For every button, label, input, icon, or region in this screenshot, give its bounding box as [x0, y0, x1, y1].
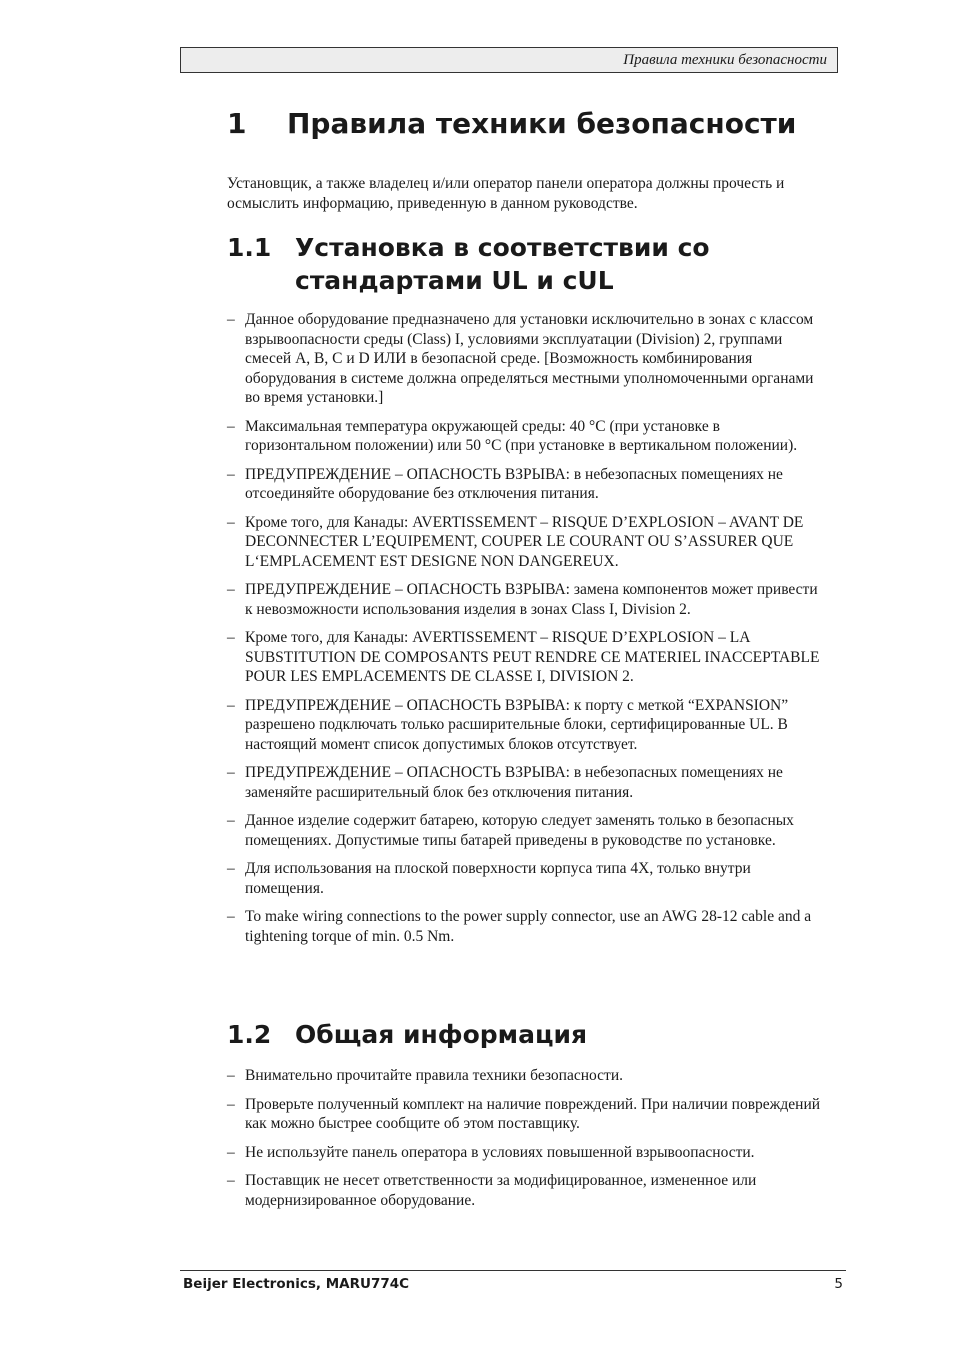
- list-item: – Данное оборудование предназначено для установки исключительно в зонах с классом взрывоопасности среды (Class) I, условиями эксплуатации (Division) 2, группами смесей A, B, C и D ИЛИ в безопасной среде. [Возможность комбинирования оборудования в системе должна определяться местными уполномоченными органами во время установки.]: [227, 310, 827, 408]
- chapter-title: Правила техники безопасности: [287, 107, 797, 140]
- intro-paragraph: Установщик, а также владелец и/или оператор панели оператора должны прочесть и осмыслить информацию, приведенную в данном руководстве.: [227, 175, 785, 212]
- page-number: 5: [834, 1276, 843, 1292]
- list-item: – Внимательно прочитайте правила техники безопасности.: [227, 1066, 827, 1086]
- footer-company: Beijer Electronics, MARU774C: [183, 1276, 410, 1292]
- section-title: Общая информация: [295, 1020, 588, 1049]
- list-item: – To make wiring connections to the power supply connector, use an AWG 28-12 cable and a tightening torque of min. 0.5 Nm.: [227, 907, 827, 946]
- list-item: – Поставщик не несет ответственности за модифицированное, измененное или модернизированное оборудование.: [227, 1171, 827, 1210]
- section-number: 1.2: [227, 1020, 272, 1049]
- footer-divider: [180, 1270, 846, 1271]
- section-title: Установка в соответствии со стандартами UL и cUL: [295, 233, 710, 295]
- general-info-list: [227, 1066, 827, 1219]
- list-item: – ПРЕДУПРЕЖДЕНИЕ – ОПАСНОСТЬ ВЗРЫВА: замена компонентов может привести к невозможности использования изделия в зонах Class I, Division 2.: [227, 580, 827, 619]
- list-item: – Кроме того, для Канады: AVERTISSEMENT – RISQUE D’EXPLOSION – LA SUBSTITUTION DE COMPOSANTS PEUT RENDRE CE MATERIEL INACCEPTABLE POUR LES EMPLACEMENTS DE CLASSE I, DIVISION 2.: [227, 628, 827, 687]
- list-item: – Проверьте полученный комплект на наличие повреждений. При наличии повреждений как можно быстрее сообщите об этом поставщику.: [227, 1095, 827, 1134]
- list-item: – Для использования на плоской поверхности корпуса типа 4X, только внутри помещения.: [227, 859, 827, 898]
- list-item: – Не используйте панель оператора в условиях повышенной взрывоопасности.: [227, 1143, 827, 1163]
- list-item: – Максимальная температура окружающей среды: 40 °C (при установке в горизонтальном положении) или 50 °C (при установке в вертикальном положении).: [227, 417, 827, 456]
- list-item: – ПРЕДУПРЕЖДЕНИЕ – ОПАСНОСТЬ ВЗРЫВА: к порту с меткой “EXPANSION” разрешено подключать только расширительные блоки, сертифицированные UL. В настоящий момент список допустимых блоков отсутствует.: [227, 696, 827, 755]
- chapter-number: 1: [227, 107, 247, 140]
- running-header: Правила техники безопасности: [180, 47, 838, 73]
- list-item: – Данное изделие содержит батарею, которую следует заменять только в безопасных помещениях. Допустимые типы батарей приведены в руководстве по установке.: [227, 811, 827, 850]
- section-number: 1.1: [227, 233, 272, 262]
- ul-requirements-list: [227, 310, 827, 955]
- chapter-heading: [227, 104, 796, 144]
- list-item: – ПРЕДУПРЕЖДЕНИЕ – ОПАСНОСТЬ ВЗРЫВА: в небезопасных помещениях не отсоединяйте оборудование без отключения питания.: [227, 465, 827, 504]
- list-item: – Кроме того, для Канады: AVERTISSEMENT – RISQUE D’EXPLOSION – AVANT DE DECONNECTER L’EQUIPEMENT, COUPER LE COURANT OU S’ASSURER QUE L‘EMPLACEMENT EST DESIGNE NON DANGEREUX.: [227, 513, 827, 572]
- section-heading-general: [227, 1018, 795, 1051]
- section-heading-ul: [227, 231, 795, 297]
- list-item: – ПРЕДУПРЕЖДЕНИЕ – ОПАСНОСТЬ ВЗРЫВА: в небезопасных помещениях не заменяйте расширительный блок без отключения питания.: [227, 763, 827, 802]
